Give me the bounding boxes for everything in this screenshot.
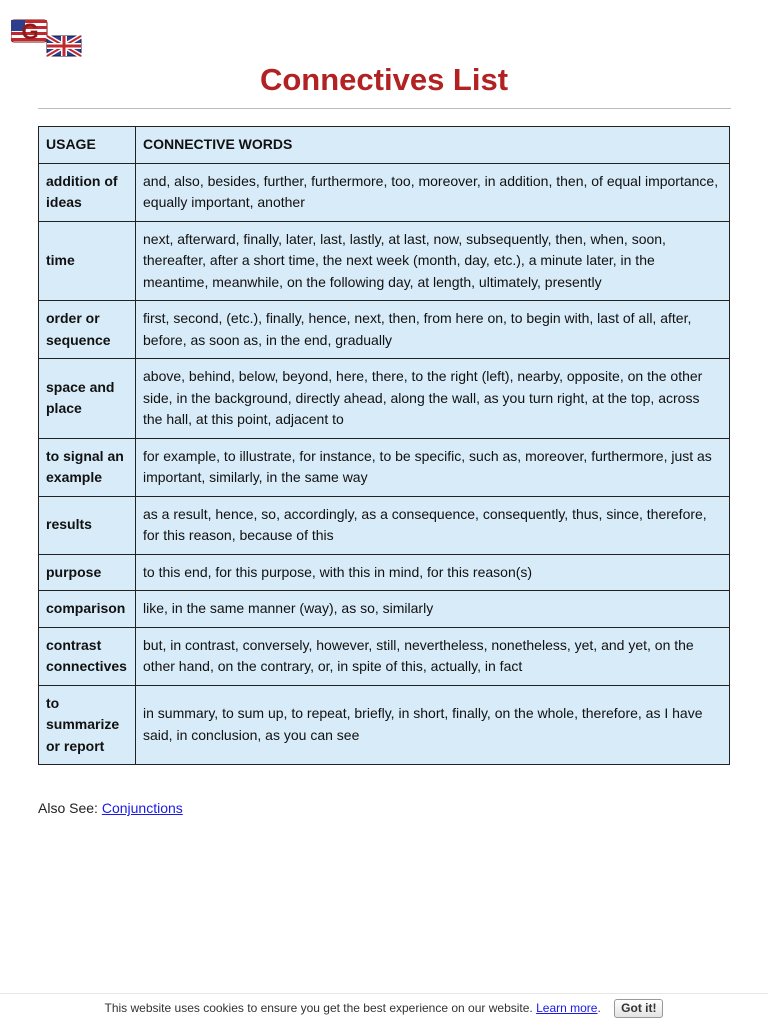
got-it-button[interactable]: Got it!: [614, 999, 663, 1018]
usage-cell: time: [39, 221, 136, 301]
words-cell: for example, to illustrate, for instance, to be specific, such as, moreover, furthermore, just as important, similarly, in the same way: [136, 438, 730, 496]
table-row: [39, 163, 730, 221]
svg-text:G: G: [21, 19, 39, 44]
words-cell: in summary, to sum up, to repeat, briefly, in short, finally, on the whole, therefore, as I have said, in conclusion, as you can see: [136, 685, 730, 765]
usage-cell: order or sequence: [39, 301, 136, 359]
connectives-table: [38, 126, 730, 765]
title-divider: [38, 108, 731, 109]
table-row: [39, 685, 730, 765]
conjunctions-link[interactable]: Conjunctions: [101, 800, 183, 816]
words-cell: first, second, (etc.), finally, hence, next, then, from here on, to begin with, last of all, after, before, as soon as, in the end, gradually: [136, 301, 730, 359]
table-header-row: [39, 127, 730, 164]
usage-cell: addition of ideas: [39, 163, 136, 221]
usage-cell: comparison: [39, 591, 136, 628]
words-cell: to this end, for this purpose, with this in mind, for this reason(s): [136, 554, 730, 591]
site-logo[interactable]: [11, 16, 83, 60]
usage-header: USAGE: [39, 127, 136, 164]
also-see-label: Also See:: [38, 800, 102, 816]
words-cell: like, in the same manner (way), as so, similarly: [136, 591, 730, 628]
table-row: [39, 301, 730, 359]
table-row: [39, 591, 730, 628]
table-row: [39, 359, 730, 439]
learn-more-link[interactable]: Learn more: [536, 1001, 598, 1015]
words-cell: next, afterward, finally, later, last, lastly, at last, now, subsequently, then, when, soon, thereafter, after a short time, the next week (month, day, etc.), a minute later, in the meantime, meanwhile, on the following day, at length, ultimately, presently: [136, 221, 730, 301]
usage-cell: results: [39, 496, 136, 554]
words-cell: above, behind, below, beyond, here, there, to the right (left), nearby, opposite, on the other side, in the background, directly ahead, along the wall, as you turn right, at the top, across the hall, at this point, adjacent to: [136, 359, 730, 439]
words-cell: but, in contrast, conversely, however, still, nevertheless, nonetheless, yet, and yet, on the other hand, on the contrary, or, in spite of this, actually, in fact: [136, 627, 730, 685]
cookie-banner: [0, 993, 768, 1025]
also-see: [38, 800, 183, 816]
table-row: [39, 221, 730, 301]
us-uk-flag-logo-icon: [11, 16, 83, 60]
table-row: [39, 627, 730, 685]
cookie-message: This website uses cookies to ensure you get the best experience on our website.: [104, 1001, 533, 1015]
table-row: [39, 496, 730, 554]
words-cell: and, also, besides, further, furthermore, too, moreover, in addition, then, of equal importance, equally important, another: [136, 163, 730, 221]
table-row: [39, 438, 730, 496]
usage-cell: purpose: [39, 554, 136, 591]
usage-cell: to summarize or report: [39, 685, 136, 765]
usage-cell: contrast connectives: [39, 627, 136, 685]
table-row: [39, 554, 730, 591]
usage-cell: to signal an example: [39, 438, 136, 496]
usage-cell: space and place: [39, 359, 136, 439]
page-title: Connectives List: [259, 62, 509, 97]
words-cell: as a result, hence, so, accordingly, as a consequence, consequently, thus, since, therefore, for this reason, because of this: [136, 496, 730, 554]
connective-words-header: CONNECTIVE WORDS: [136, 127, 730, 164]
cookie-separator: .: [597, 1001, 601, 1015]
